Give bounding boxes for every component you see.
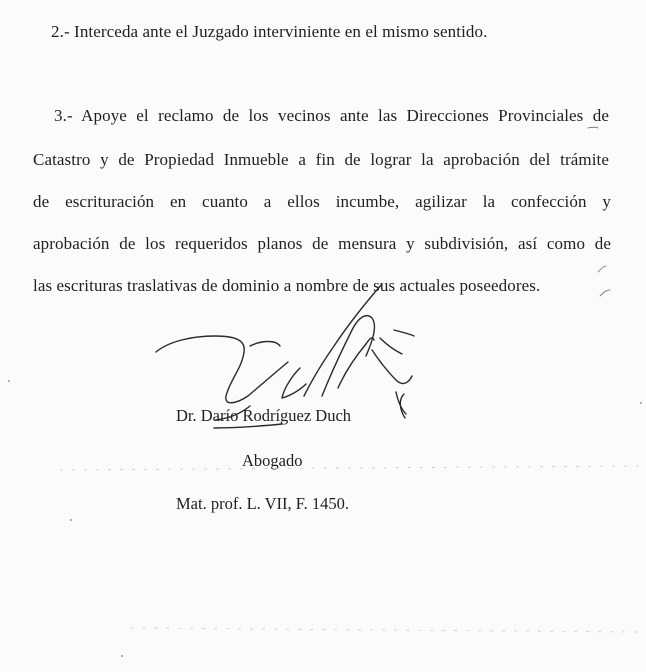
item-3-line-2: Catastro y de Propiedad Inmueble a fin de lograr la aprobación del trámite bbox=[33, 150, 609, 169]
paper-speck bbox=[70, 519, 72, 521]
paper-speck bbox=[8, 380, 10, 382]
item-3-line-3: de escrituración en cuanto a ellos incumbe, agilizar la confección y bbox=[33, 192, 611, 211]
item-2-text: 2.- Interceda ante el Juzgado interviniente en el mismo sentido. bbox=[51, 22, 488, 41]
signer-name: Dr. Darío Rodríguez Duch bbox=[176, 406, 352, 425]
paper-speck bbox=[121, 655, 123, 657]
signer-registration: Mat. prof. L. VII, F. 1450. bbox=[176, 494, 349, 513]
signer-title: Abogado bbox=[242, 451, 303, 470]
item-3-line-4: aprobación de los requeridos planos de mensura y subdivisión, así como de bbox=[33, 234, 611, 253]
paper-speck bbox=[640, 402, 642, 404]
item-3-line-5: las escrituras traslativas de dominio a nombre de sus actuales poseedores. bbox=[33, 276, 541, 295]
item-3-line-1: 3.- Apoye el reclamo de los vecinos ante las Direcciones Provinciales de bbox=[54, 106, 609, 125]
